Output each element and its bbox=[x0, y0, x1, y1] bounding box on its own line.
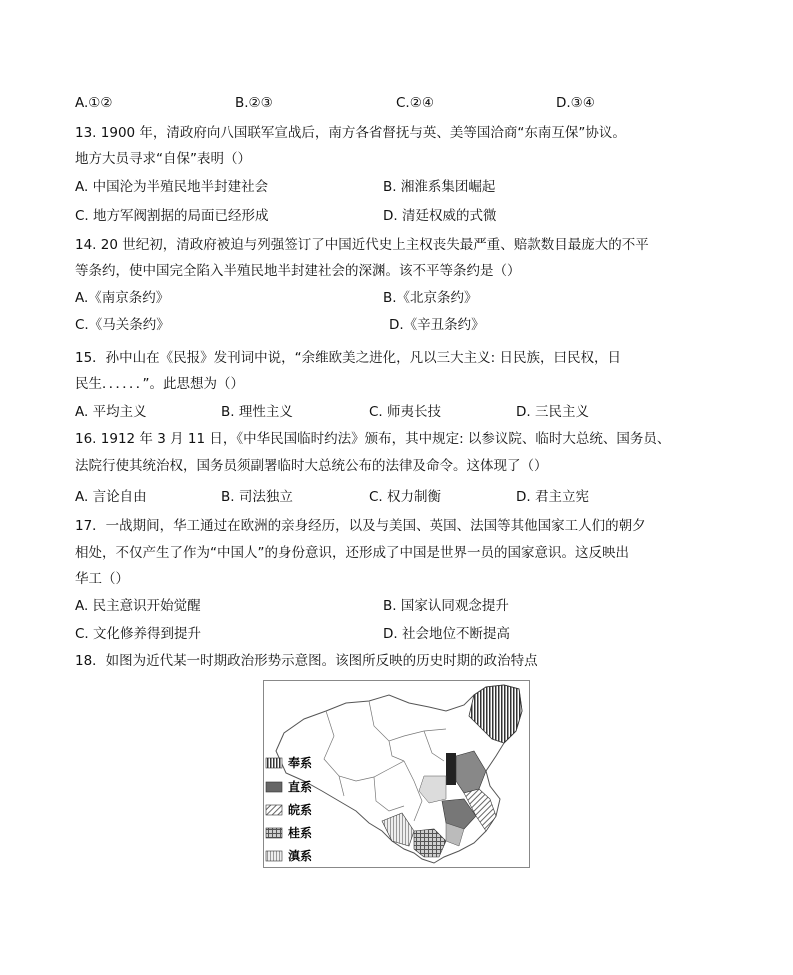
q13-option-c: C. 地方军阀割据的局面已经形成 bbox=[75, 208, 269, 224]
q13-stem-line1: 13. 1900 年，清政府向八国联军宣战后，南方各省督抚与英、美等国洽商“东南互保”协议。 bbox=[75, 125, 626, 141]
q17-option-b: B. 国家认同观念提升 bbox=[383, 598, 509, 614]
q14-stem-line2: 等条约，使中国完全陷入半殖民地半封建社会的深渊。该不平等条约是（） bbox=[75, 263, 521, 279]
legend-label-guixi: 桂系 bbox=[288, 826, 313, 840]
q15-option-b: B. 理性主义 bbox=[221, 404, 293, 420]
q12-option-d: D.③④ bbox=[556, 95, 595, 111]
q17-option-a: A. 民主意识开始觉醒 bbox=[75, 598, 201, 614]
legend-swatch-fengxi bbox=[266, 758, 282, 768]
legend-swatch-wanxi bbox=[266, 805, 282, 815]
q14-option-a: A.《南京条约》 bbox=[75, 290, 170, 306]
q13-option-d: D. 清廷权威的式微 bbox=[383, 208, 497, 224]
legend-label-zhixi: 直系 bbox=[288, 780, 313, 794]
q14-option-b: B.《北京条约》 bbox=[383, 290, 478, 306]
q17-stem-line2: 相处，不仅产生了作为“中国人”的身份意识，还形成了中国是世界一员的国家意识。这反映出 bbox=[75, 545, 629, 561]
q12-option-a: A.①② bbox=[75, 95, 113, 111]
q16-option-a: A. 言论自由 bbox=[75, 489, 147, 505]
q16-option-b: B. 司法独立 bbox=[221, 489, 293, 505]
q13-stem-line2: 地方大员寻求“自保”表明（） bbox=[75, 151, 251, 167]
q16-stem-line1: 16. 1912 年 3 月 11 日，《中华民国临时约法》颁布，其中规定: 以参议院、临时大总统、国务员、 bbox=[75, 431, 671, 447]
q15-option-d: D. 三民主义 bbox=[516, 404, 589, 420]
legend-label-fengxi: 奉系 bbox=[288, 756, 313, 770]
q14-option-c: C.《马关条约》 bbox=[75, 317, 170, 333]
legend-label-wanxi: 皖系 bbox=[288, 803, 313, 817]
q15-option-c: C. 师夷长技 bbox=[369, 404, 442, 420]
q15-stem-line2: 民生．．．．．．”。此思想为（） bbox=[75, 376, 244, 392]
q15-option-a: A. 平均主义 bbox=[75, 404, 147, 420]
q14-stem-line1: 14. 20 世纪初，清政府被迫与列强签订了中国近代史上主权丧失最严重、赔款数目最庞大的不平 bbox=[75, 237, 649, 253]
q17-option-c: C. 文化修养得到提升 bbox=[75, 626, 202, 642]
q16-stem-line2: 法院行使其统治权，国务员须副署临时大总统公布的法律及命令。这体现了（） bbox=[75, 458, 548, 474]
legend-swatch-zhixi bbox=[266, 782, 282, 792]
legend-swatch-dianxi bbox=[266, 851, 282, 861]
q17-stem-line1: 17．一战期间，华工通过在欧洲的亲身经历，以及与美国、英国、法国等其他国家工人们的朝夕 bbox=[75, 518, 646, 534]
q16-option-c: C. 权力制衡 bbox=[369, 489, 442, 505]
legend-swatch-guixi bbox=[266, 828, 282, 838]
q15-stem-line1: 15．孙中山在《民报》发刊词中说，“余维欧美之进化，凡以三大主义: 日民族，曰民权，日 bbox=[75, 350, 622, 366]
q13-option-b: B. 湘淮系集团崛起 bbox=[383, 179, 496, 195]
china-warlord-map bbox=[264, 681, 529, 867]
q18-stem-line1: 18．如图为近代某一时期政治形势示意图。该图所反映的历史时期的政治特点 bbox=[75, 653, 538, 669]
zhixi-territory-shanxi bbox=[446, 753, 456, 785]
q13-option-a: A. 中国沦为半殖民地半封建社会 bbox=[75, 179, 269, 195]
q17-option-d: D. 社会地位不断提高 bbox=[383, 626, 510, 642]
q12-option-b: B.②③ bbox=[235, 95, 273, 111]
q16-option-d: D. 君主立宪 bbox=[516, 489, 589, 505]
warlord-map-figure bbox=[263, 680, 530, 868]
q17-stem-line3: 华工（） bbox=[75, 571, 129, 587]
q12-option-c: C.②④ bbox=[396, 95, 434, 111]
legend-label-dianxi: 滇系 bbox=[288, 849, 313, 863]
q14-option-d: D.《辛丑条约》 bbox=[389, 317, 485, 333]
